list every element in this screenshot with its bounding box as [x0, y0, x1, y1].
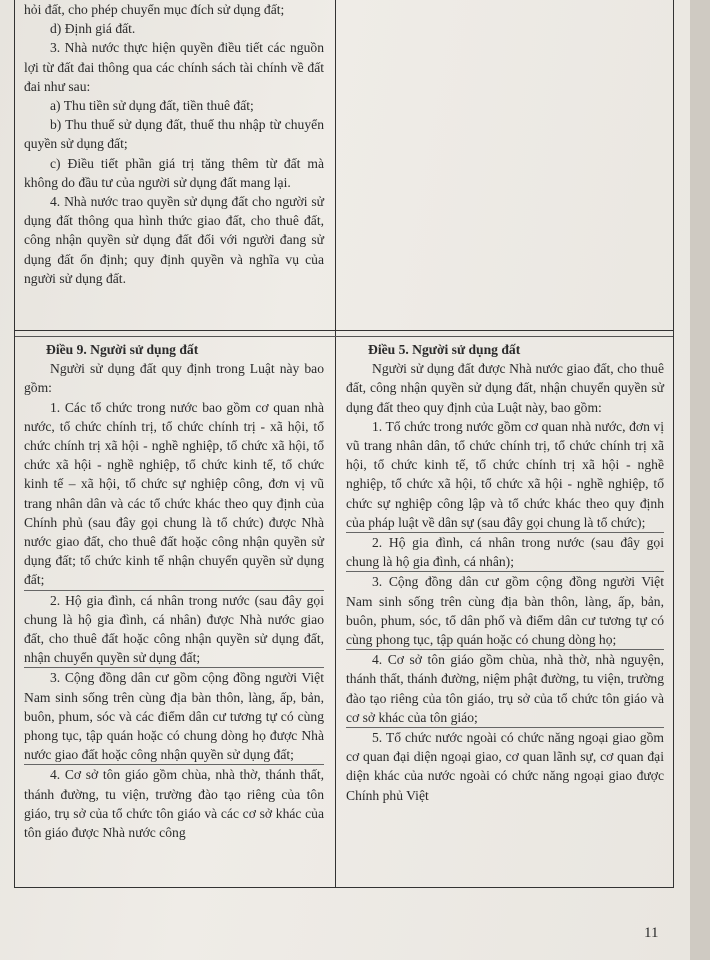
paragraph: d) Định giá đất.	[50, 21, 136, 37]
paragraph: 4. Cơ sở tôn giáo gồm chùa, nhà thờ, thánh thất, thánh đường, tu viện, trường đào tạo riêng của tôn giáo, trụ sở của tổ chức tôn giáo và các cơ sở khác của tôn giáo được Nhà nước công	[24, 767, 324, 841]
paragraph: 1. Các tổ chức trong nước bao gồm cơ quan nhà nước, tổ chức chính trị, tổ chức chính trị - xã hội, tổ chức chính trị xã hội - nghề nghiệp, tổ chức xã hội, tổ chức xã hội - nghề nghiệp, tổ chức kinh tế, tổ chức kinh tế – xã hội, tổ chức sự nghiệp công, đơn vị vũ trang nhân dân và các tổ chức khác theo quy định của Chính phủ (sau đây gọi chung là tổ chức) được Nhà nước giao đất, cho thuê đất hoặc công nhận quyền sử dụng đất; tổ chức kinh tế nhận chuyển quyền sử dụng đất;	[24, 398, 324, 591]
paragraph: 4. Cơ sở tôn giáo gồm chùa, nhà thờ, nhà nguyện, thánh thất, thánh đường, niệm phật đường, tu viện, trường đào tạo riêng của tôn giáo, trụ sở của tổ chức tôn giáo và cơ sở khác của tôn giáo;	[346, 650, 664, 728]
article-heading: Điều 5. Người sử dụng đất	[368, 342, 521, 357]
paragraph: b) Thu thuế sử dụng đất, thuế thu nhập từ chuyển quyền sử dụng đất;	[24, 117, 324, 152]
article-heading: Điều 9. Người sử dụng đất	[46, 342, 199, 357]
row-divider	[15, 330, 673, 331]
paragraph: 3. Cộng đồng dân cư gồm cộng đồng người Việt Nam sinh sống trên cùng địa bàn thôn, làng, ấp, bản, buôn, phum, sóc và các điểm dân cư tương tự có cùng phong tục, tập quán hoặc có chung dòng họ được Nhà nước giao đất hoặc công nhận quyền sử dụng đất;	[24, 668, 324, 765]
top-left-cell	[20, 0, 330, 288]
paragraph: 2. Hộ gia đình, cá nhân trong nước (sau đây gọi chung là hộ gia đình, cá nhân) được Nhà nước giao đất, cho thuê đất hoặc công nhận quyền sử dụng đất, nhận chuyển quyền sử dụng đất;	[24, 591, 324, 669]
paragraph: 3. Nhà nước thực hiện quyền điều tiết các nguồn lợi từ đất đai thông qua các chính sách tài chính về đất đai như sau:	[24, 40, 324, 94]
paragraph: c) Điều tiết phần giá trị tăng thêm từ đất mà không do đầu tư của người sử dụng đất mang lại.	[24, 155, 324, 190]
paragraph: a) Thu tiền sử dụng đất, tiền thuê đất;	[50, 98, 254, 114]
paragraph: 2. Hộ gia đình, cá nhân trong nước (sau đây gọi chung là hộ gia đình, cá nhân);	[346, 533, 664, 572]
page-number: 11	[644, 925, 659, 941]
right-article-cell	[340, 340, 672, 805]
paragraph: 3. Cộng đồng dân cư gồm cộng đồng người Việt Nam sinh sống trên cùng địa bàn thôn, làng, ấp, bản, buôn, phum, sóc, tổ dân phố và điểm dân cư tương tự có cùng phong tục, tập quán hoặc có chung dòng họ;	[346, 572, 664, 650]
paragraph: 5. Tổ chức nước ngoài có chức năng ngoại giao gồm cơ quan đại diện ngoại giao, cơ quan lãnh sự, cơ quan đại diện khác của nước ngoài có chức năng ngoại giao được Chính phủ Việt	[346, 730, 664, 803]
paragraph: Người sử dụng đất quy định trong Luật này bao gồm:	[24, 361, 324, 396]
paragraph: 1. Tổ chức trong nước gồm cơ quan nhà nước, đơn vị vũ trang nhân dân, tổ chức chính trị, tổ chức chính trị xã hội, tổ chức kinh tế, tổ chức chính trị xã hội - nghề nghiệp, tổ chức xã hội, tổ chức xã hội - nghề nghiệp, tổ chức sự nghiệp công lập và tổ chức khác theo quy định của pháp luật về dân sự (sau đây gọi chung là tổ chức);	[346, 417, 664, 533]
column-divider	[335, 0, 336, 887]
paragraph: hỏi đất, cho phép chuyển mục đích sử dụng đất;	[24, 2, 285, 17]
left-article-cell	[20, 340, 330, 842]
header-underline	[15, 336, 673, 337]
paragraph: 4. Nhà nước trao quyền sử dụng đất cho người sử dụng đất thông qua hình thức giao đất, cho thuê đất, công nhận quyền sử dụng đất đối với người đang sử dụng đất ổn định; quy định quyền và nghĩa vụ của người sử dụng đất.	[24, 194, 324, 286]
paragraph: Người sử dụng đất được Nhà nước giao đất, cho thuê đất, công nhận quyền sử dụng đất, nhận chuyển quyền sử dụng đất theo quy định của Luật này, bao gồm:	[346, 361, 664, 415]
